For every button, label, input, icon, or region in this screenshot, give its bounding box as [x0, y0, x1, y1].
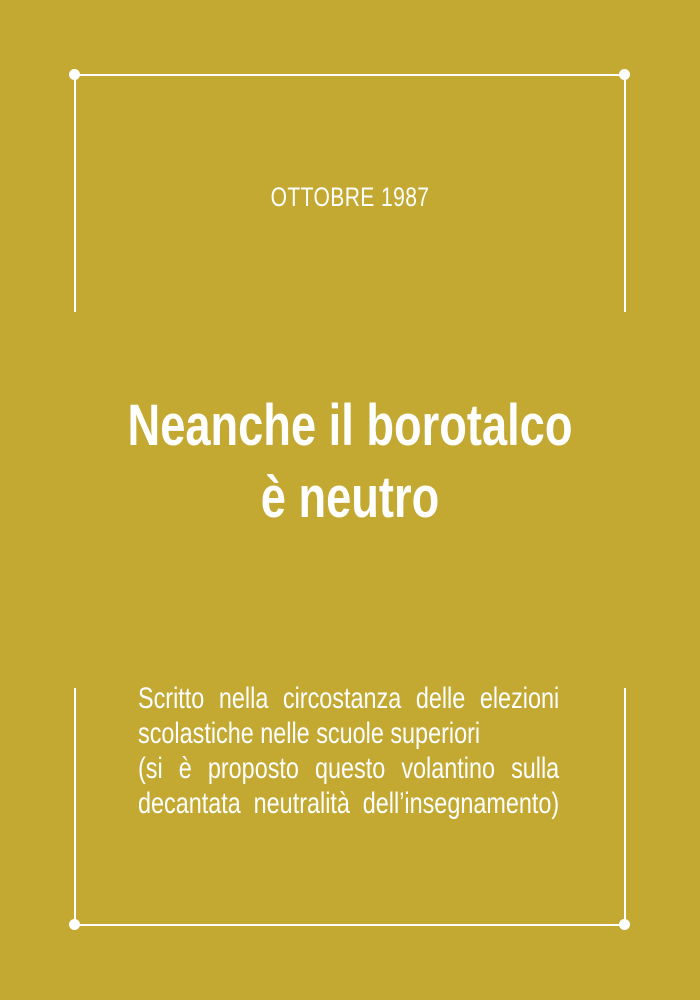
frame-right-lower-line [624, 688, 626, 926]
document-description [138, 681, 560, 821]
description-line-3: (si è proposto questo volantino sulla [138, 752, 560, 785]
frame-left-lower-line [74, 688, 76, 926]
date-heading: OTTOBRE 1987 [270, 182, 430, 212]
frame-right-upper-line [624, 74, 626, 312]
frame-bottom-line [74, 924, 626, 926]
title-line-1: Neanche il borotalco [127, 393, 573, 458]
frame-corner-dot-bottom-right [619, 919, 630, 930]
frame-corner-dot-bottom-left [69, 919, 80, 930]
frame-top-line [74, 74, 626, 76]
frame-corner-dot-top-left [69, 69, 80, 80]
document-title [77, 390, 623, 534]
description-line-2: scolastiche nelle scuole superiori [138, 717, 481, 750]
description-line-4: decantata neutralità dell’insegnamento) [138, 787, 560, 820]
frame-left-upper-line [74, 74, 76, 312]
title-line-2: è neutro [260, 465, 440, 530]
description-line-1: Scritto nella circostanza delle elezioni [138, 682, 560, 715]
frame-corner-dot-top-right [619, 69, 630, 80]
